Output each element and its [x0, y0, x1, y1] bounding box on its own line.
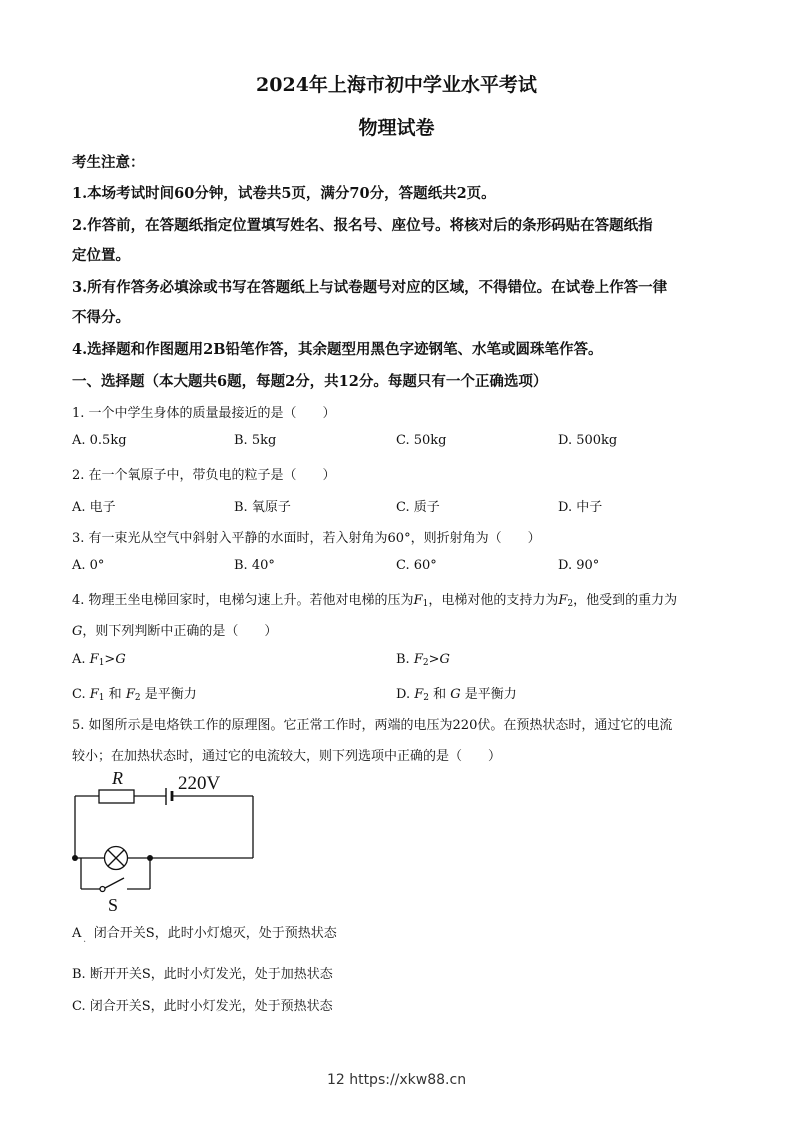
option-a-dot: .: [83, 934, 87, 945]
resistor-icon: [99, 790, 134, 803]
question-2-stem: 2. 在一个氧原子中，带负电的粒子是（ ）: [72, 468, 336, 483]
junction-dot: [147, 855, 153, 861]
voltage-label: 220V: [178, 773, 221, 794]
question-5-stem-line1: 5. 如图所示是电烙铁工作的原理图。它正常工作时，两端的电压为220伏。在预热状态时，通过它的电流: [72, 718, 673, 733]
notice-item-3: 3.所有作答务必填涂或书写在答题纸上与试卷题号对应的区域，不得错位。在试卷上作答一律: [72, 279, 668, 296]
question-4-option-d: D. $F_2$ 和 G 是平衡力: [396, 687, 517, 703]
question-2-option-c: C. 质子: [396, 500, 440, 515]
question-1-option-c: C. 50kg: [396, 433, 447, 448]
notice-item-2-cont: 定位置。: [72, 247, 130, 264]
notice-item-2: 2.作答前，在答题纸指定位置填写姓名、报名号、座位号。将核对后的条形码贴在答题纸指: [72, 217, 653, 234]
question-1-option-a: A. 0.5kg: [72, 433, 127, 448]
question-3-option-c: C. 60°: [396, 558, 437, 573]
question-5-stem-line2: 较小；在加热状态时，通过它的电流较大，则下列选项中正确的是（ ）: [72, 749, 502, 764]
junction-dot: [72, 855, 78, 861]
question-3-option-a: A. 0°: [72, 558, 105, 573]
resistor-label: R: [112, 768, 123, 788]
exam-subtitle: 物理试卷: [358, 117, 435, 139]
question-1-option-d: D. 500kg: [558, 433, 618, 448]
question-2-option-b: B. 氧原子: [234, 500, 291, 515]
section-heading: 一、选择题（本大题共6题，每题2分，共12分。每题只有一个正确选项）: [72, 373, 548, 390]
notice-item-1: 1.本场考试时间60分钟，试卷共5页，满分70分，答题纸共2页。: [72, 185, 496, 202]
switch-lever-icon: [105, 878, 124, 888]
question-5-option-c: C. 闭合开关S，此时小灯发光，处于预热状态: [72, 999, 333, 1014]
question-1-option-b: B. 5kg: [234, 433, 277, 448]
switch-label: S: [108, 895, 119, 915]
question-3-option-b: B. 40°: [234, 558, 275, 573]
question-5-option-b: B. 断开开关S，此时小灯发光，处于加热状态: [72, 967, 333, 982]
switch-contact: [100, 887, 105, 892]
notice-item-4: 4.选择题和作图题用2B铅笔作答，其余题型用黑色字迹钢笔、水笔或圆珠笔作答。: [72, 341, 603, 358]
exam-title: 2024年上海市初中学业水平考试: [256, 74, 537, 96]
question-4-option-b: B. $F_2>G$: [396, 652, 450, 668]
page-footer: 12 https://xkw88.cn: [326, 1072, 467, 1088]
question-2-option-a: A. 电子: [72, 500, 116, 515]
question-4-option-a: A. $F_1>G$: [72, 652, 126, 668]
circuit-diagram: [65, 765, 265, 915]
question-3-stem: 3. 有一束光从空气中斜射入平静的水面时，若入射角为60°，则折射角为（ ）: [72, 531, 541, 546]
question-4-stem-line2: G，则下列判断中正确的是（ ）: [72, 624, 278, 639]
question-5-option-a: A 闭合开关S，此时小灯熄灭，处于预热状态: [72, 926, 337, 941]
question-3-option-d: D. 90°: [558, 558, 600, 573]
question-4-option-c: C. $F_1$ 和 $F_2$ 是平衡力: [72, 687, 197, 703]
question-2-option-d: D. 中子: [558, 500, 603, 515]
question-4-stem-line1: 4. 物理王坐电梯回家时，电梯匀速上升。若他对电梯的压为$F_1$，电梯对他的支持力为$F_2$，他受到的重力为: [72, 593, 678, 609]
question-1-stem: 1. 一个中学生身体的质量最接近的是（ ）: [72, 406, 336, 421]
notice-heading: 考生注意：: [72, 154, 145, 171]
notice-item-3-cont: 不得分。: [72, 309, 130, 326]
